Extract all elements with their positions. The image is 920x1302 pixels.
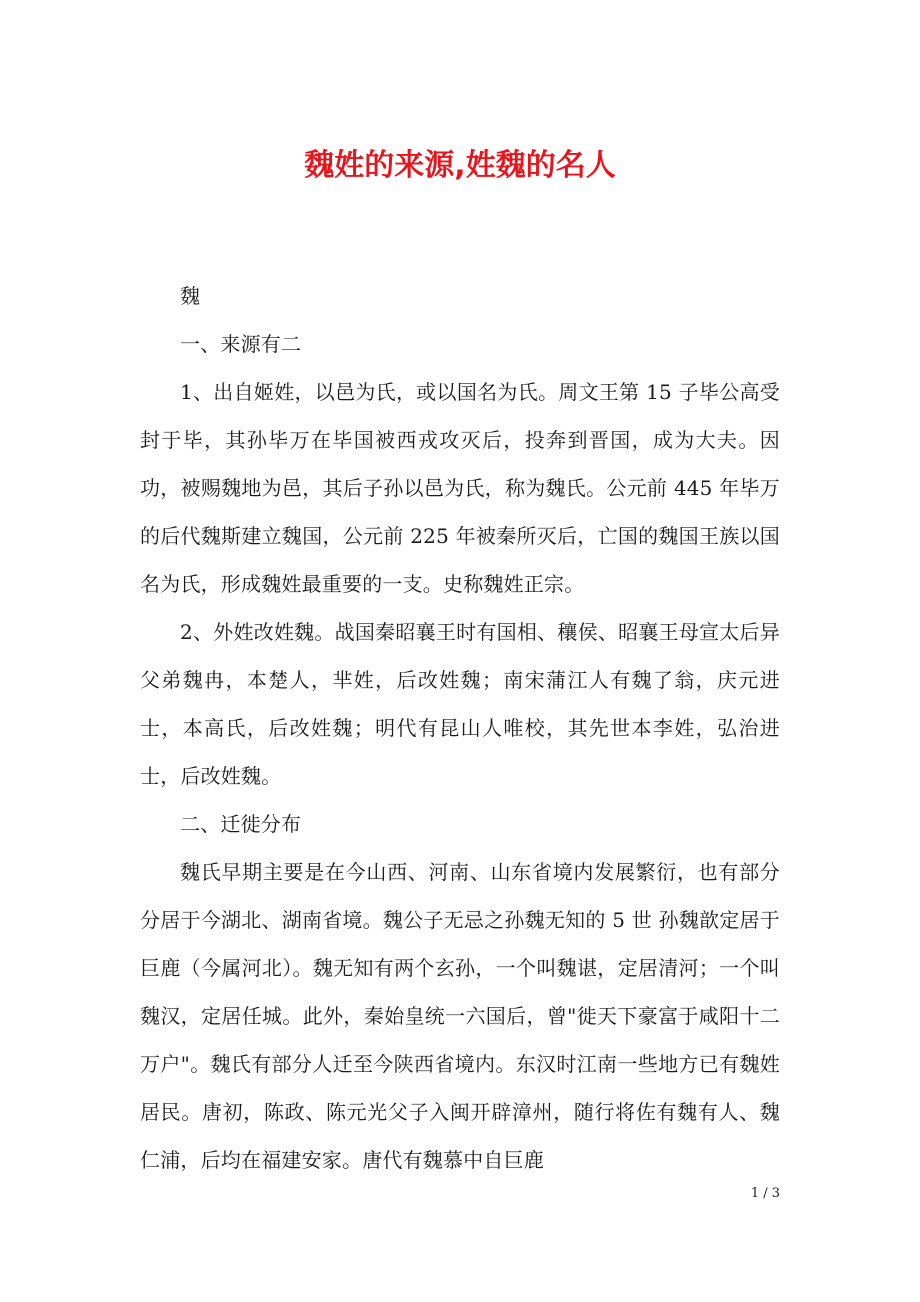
paragraph-surname: 魏	[180, 284, 201, 308]
document-title: 魏姓的来源,姓魏的名人	[304, 148, 616, 183]
paragraph-heading-origins: 一、来源有二	[180, 332, 302, 356]
paragraph-origin-2: 2、外姓改姓魏。战国秦昭襄王时有国相、穰侯、昭襄王母宣太后异父弟魏冉，本楚人，芈姓，后改姓魏；南宋蒲江人有魏了翁，庆元进士，本高氏，后改姓魏；明代有昆山人唯校，其先世本李姓，弘治进士，后改姓魏。	[140, 620, 780, 788]
document-body	[140, 272, 780, 1184]
page-number: 1 / 3	[750, 1186, 780, 1201]
paragraph-migration: 魏氏早期主要是在今山西、河南、山东省境内发展繁衍，也有部分分居于今湖北、湖南省境。魏公子无忌之孙魏无知的 5 世 孙魏歆定居于巨鹿（今属河北）。魏无知有两个玄孙，一个叫魏谌，定居清河；一个叫魏汉，定居任城。此外，秦始皇统一六国后，曾"徙天下豪富于咸阳十二万户"。魏氏有部分人迁至今陕西省境内。东汉时江南一些地方已有魏姓居民。唐初，陈政、陈元光父子入闽开辟漳州，随行将佐有魏有人、魏仁浦，后均在福建安家。唐代有魏慕中自巨鹿	[140, 860, 780, 1172]
paragraph-heading-migration: 二、迁徙分布	[180, 812, 302, 836]
paragraph-origin-1: 1、出自姬姓，以邑为氏，或以国名为氏。周文王第 15 子毕公高受封于毕，其孙毕万在毕国被西戎攻灭后，投奔到晋国，成为大夫。因功，被赐魏地为邑，其后子孙以邑为氏，称为魏氏。公元前 445 年毕万的后代魏斯建立魏国，公元前 225 年被秦所灭后，亡国的魏国王族以国名为氏，形成魏姓最重要的一支。史称魏姓正宗。	[140, 380, 780, 596]
